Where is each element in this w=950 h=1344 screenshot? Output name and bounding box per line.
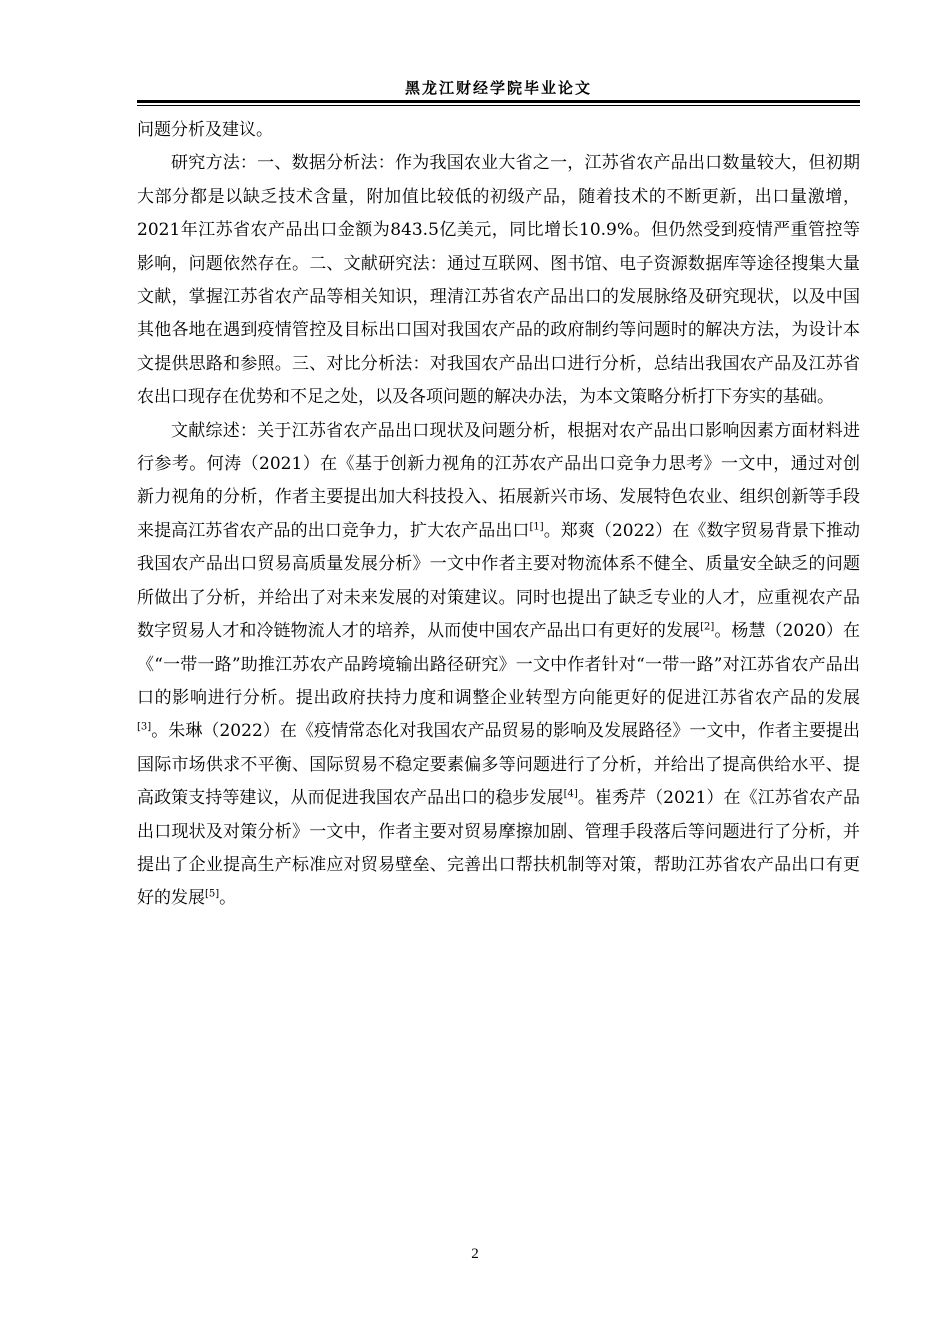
page-number: 2 [471, 1246, 479, 1262]
citation-ref-3: [3] [137, 721, 152, 733]
text-span: 。杨慧（2020）在《“一带一路”助推江苏农产品跨境输出路径研究》一文中作者针对“一带一路”对江苏省农产品出口的影响进行分析。提出政府扶持力度和调整企业转型方向能更好的促进江苏省农产品的发展 [137, 621, 861, 708]
paragraph-research-methods: 研究方法：一、数据分析法：作为我国农业大省之一，江苏省农产品出口数量较大，但初期大部分都是以缺乏技术含量，附加值比较低的初级产品，随着技术的不断更新，出口量激增，2021年江苏省农产品出口金额为843.5亿美元，同比增长10.9%。但仍然受到疫情严重管控等影响，问题依然存在。二、文献研究法：通过互联网、图书馆、电子资源数据库等途径搜集大量文献，掌握江苏省农产品等相关知识，理清江苏省农产品出口的发展脉络及研究现状，以及中国其他各地在遇到疫情管控及目标出口国对我国农产品的政府制约等问题时的解决方法，为设计本文提供思路和参照。三、对比分析法：对我国农产品出口进行分析，总结出我国农产品及江苏省农出口现存在优势和不足之处，以及各项问题的解决办法，为本文策略分析打下夯实的基础。 [137, 153, 860, 408]
text-span: 文献综述：关于江苏省农产品出口现状及问题分析，根据对农产品出口影响因素方面材料进行参考。何涛（2021）在《基于创新力视角的江苏农产品出口竞争力思考》一文中，通过对创新力视角的分析，作者主要提出加大科技投入、拓展新兴市场、发展特色农业、组织创新等手段来提高江苏省农产品的出口竞争力，扩大农产品出口 [137, 420, 860, 541]
citation-ref-2: [2] [700, 621, 715, 633]
paragraph-continuation: 问题分析及建议。 [137, 120, 273, 140]
citation-ref-4: [4] [563, 788, 578, 800]
header-rule-thick [137, 100, 860, 103]
citation-ref-5: [5] [205, 888, 220, 900]
text-span: 。郑爽（2022）在《数字贸易背景下推动我国农产品出口贸易高质量发展分析》一文中作者主要对物流体系不健全、质量安全缺乏的问题所做出了分析，并给出了对未来发展的对策建议。同时也提出了缺乏专业的人才，应重视农产品数字贸易人才和冷链物流人才的培养，从而使中国农产品出口有更好的发展 [137, 520, 861, 642]
text-span: 。 [219, 888, 237, 909]
citation-ref-1: [1] [529, 521, 544, 533]
text-span: 。朱琳（2022）在《疫情常态化对我国农产品贸易的影响及发展路径》一文中，作者主要提出国际市场供求不平衡、国际贸易不稳定要素偏多等问题进行了分析，并给出了提高供给水平、提高政策支持等建议，从而促进我国农产品出口的稳步发展 [137, 721, 860, 809]
body-text [137, 114, 860, 916]
header-rule-thin [137, 105, 860, 106]
paragraph-literature-review [137, 415, 860, 916]
text-span: 。崔秀芹（2021）在《江苏省农产品出口现状及对策分析》一文中，作者主要对贸易摩擦加剧、管理手段落后等问题进行了分析，并提出了企业提高生产标准应对贸易壁垒、完善出口帮扶机制等对策，帮助江苏省农产品出口有更好的发展 [137, 788, 861, 909]
page-header-title: 黑龙江财经学院毕业论文 [404, 79, 592, 97]
